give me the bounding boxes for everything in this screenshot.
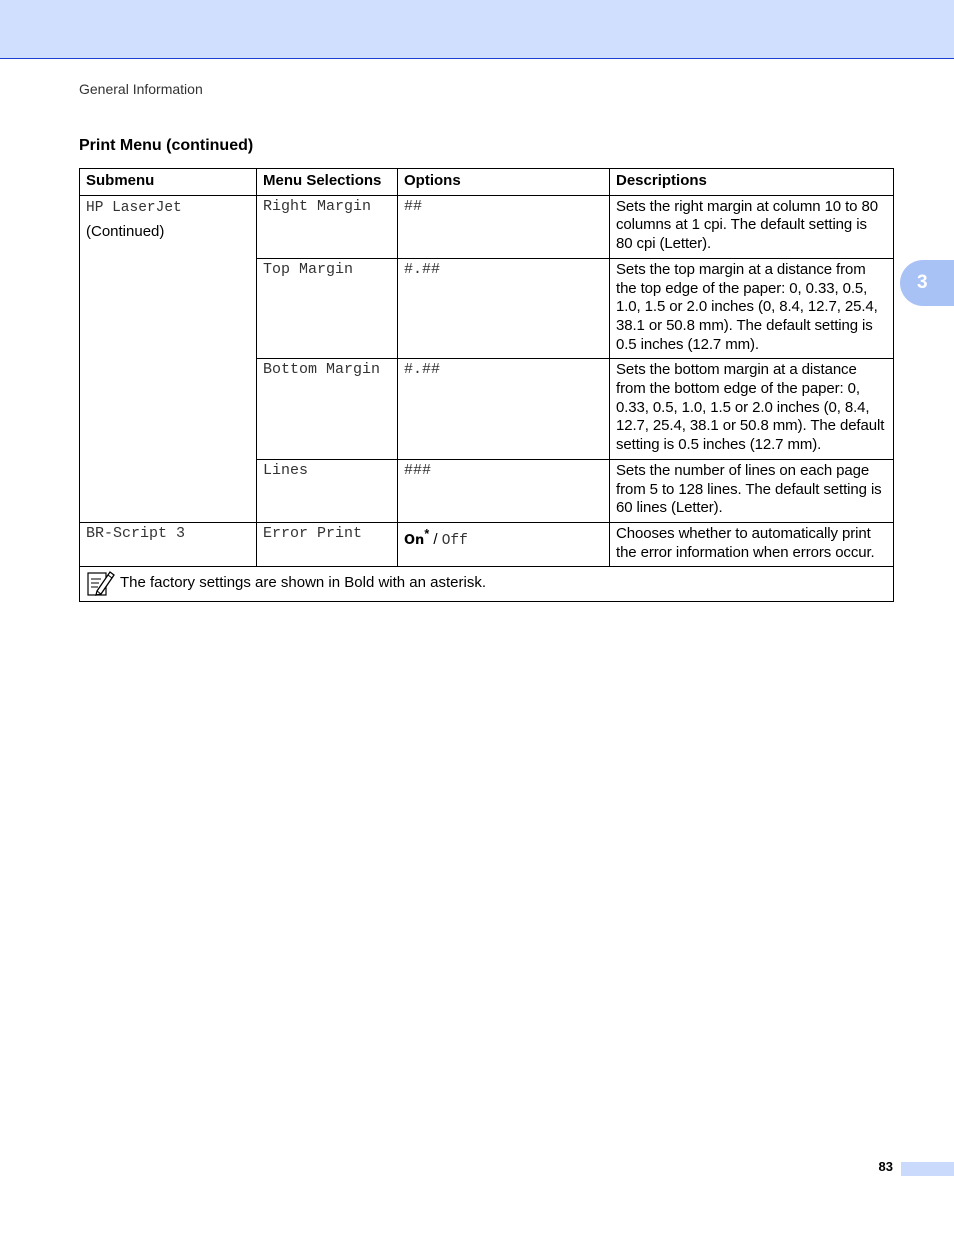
table-row [80,522,894,566]
option-off: Off [441,532,468,549]
header-band [0,0,954,59]
note-cell [80,567,894,602]
option-lines: ### [398,459,610,522]
menu-selection-top-margin: Top Margin [257,258,398,359]
column-header-submenu: Submenu [80,169,257,196]
submenu-cell-br-script-3: BR-Script 3 [80,522,257,566]
chapter-tab-label: 3 [917,272,928,293]
menu-selection-error-print: Error Print [257,522,398,566]
section-title: Print Menu (continued) [79,137,254,154]
submenu-name: HP LaserJet [86,199,182,216]
menu-selection-lines: Lines [257,459,398,522]
description-error-print: Chooses whether to automatically print the error information when errors occur. [610,522,894,566]
pencil-note-icon [86,569,116,597]
description-bottom-margin: Sets the bottom margin at a distance from the bottom edge of the paper: 0, 0.33, 0.5, 1.0, 1.5 or 2.0 inches (0, 8.4, 12.7, 25.4, 38.1 or 50.8 mm). The default setting is 0.5 inches (12.7 mm). [610,359,894,460]
option-default-on: On [404,532,425,548]
column-header-options: Options [398,169,610,196]
description-lines: Sets the number of lines on each page from 5 to 128 lines. The default setting is 60 lines (Letter). [610,459,894,522]
submenu-continued: (Continued) [86,223,165,241]
option-separator: / [429,530,442,548]
print-menu-table [79,168,894,602]
table-row [80,195,894,258]
option-right-margin: ## [398,195,610,258]
option-bottom-margin: #.## [398,359,610,460]
column-header-menu-selections: Menu Selections [257,169,398,196]
menu-selection-bottom-margin: Bottom Margin [257,359,398,460]
description-top-margin: Sets the top margin at a distance from the top edge of the paper: 0, 0.33, 0.5, 1.0, 1.5 or 2.0 inches (0, 8.4, 12.7, 25.4, 38.1 or 50.8 mm). The default setting is 0.5 inches (12.7 mm). [610,258,894,359]
running-head: General Information [79,81,203,97]
column-header-descriptions: Descriptions [610,169,894,196]
page-number: 83 [878,1159,893,1174]
page-number-bar [901,1162,954,1176]
default-asterisk: * [424,526,430,541]
note-row [80,567,894,602]
note-text: The factory settings are shown in Bold with an asterisk. [120,574,487,591]
menu-selection-right-margin: Right Margin [257,195,398,258]
description-right-margin: Sets the right margin at column 10 to 80 columns at 1 cpi. The default setting is 80 cpi (Letter). [610,195,894,258]
option-top-margin: #.## [398,258,610,359]
submenu-cell-hp-laserjet [80,195,257,522]
option-error-print [398,522,610,566]
chapter-tab[interactable] [900,260,954,306]
table-header-row [80,169,894,196]
